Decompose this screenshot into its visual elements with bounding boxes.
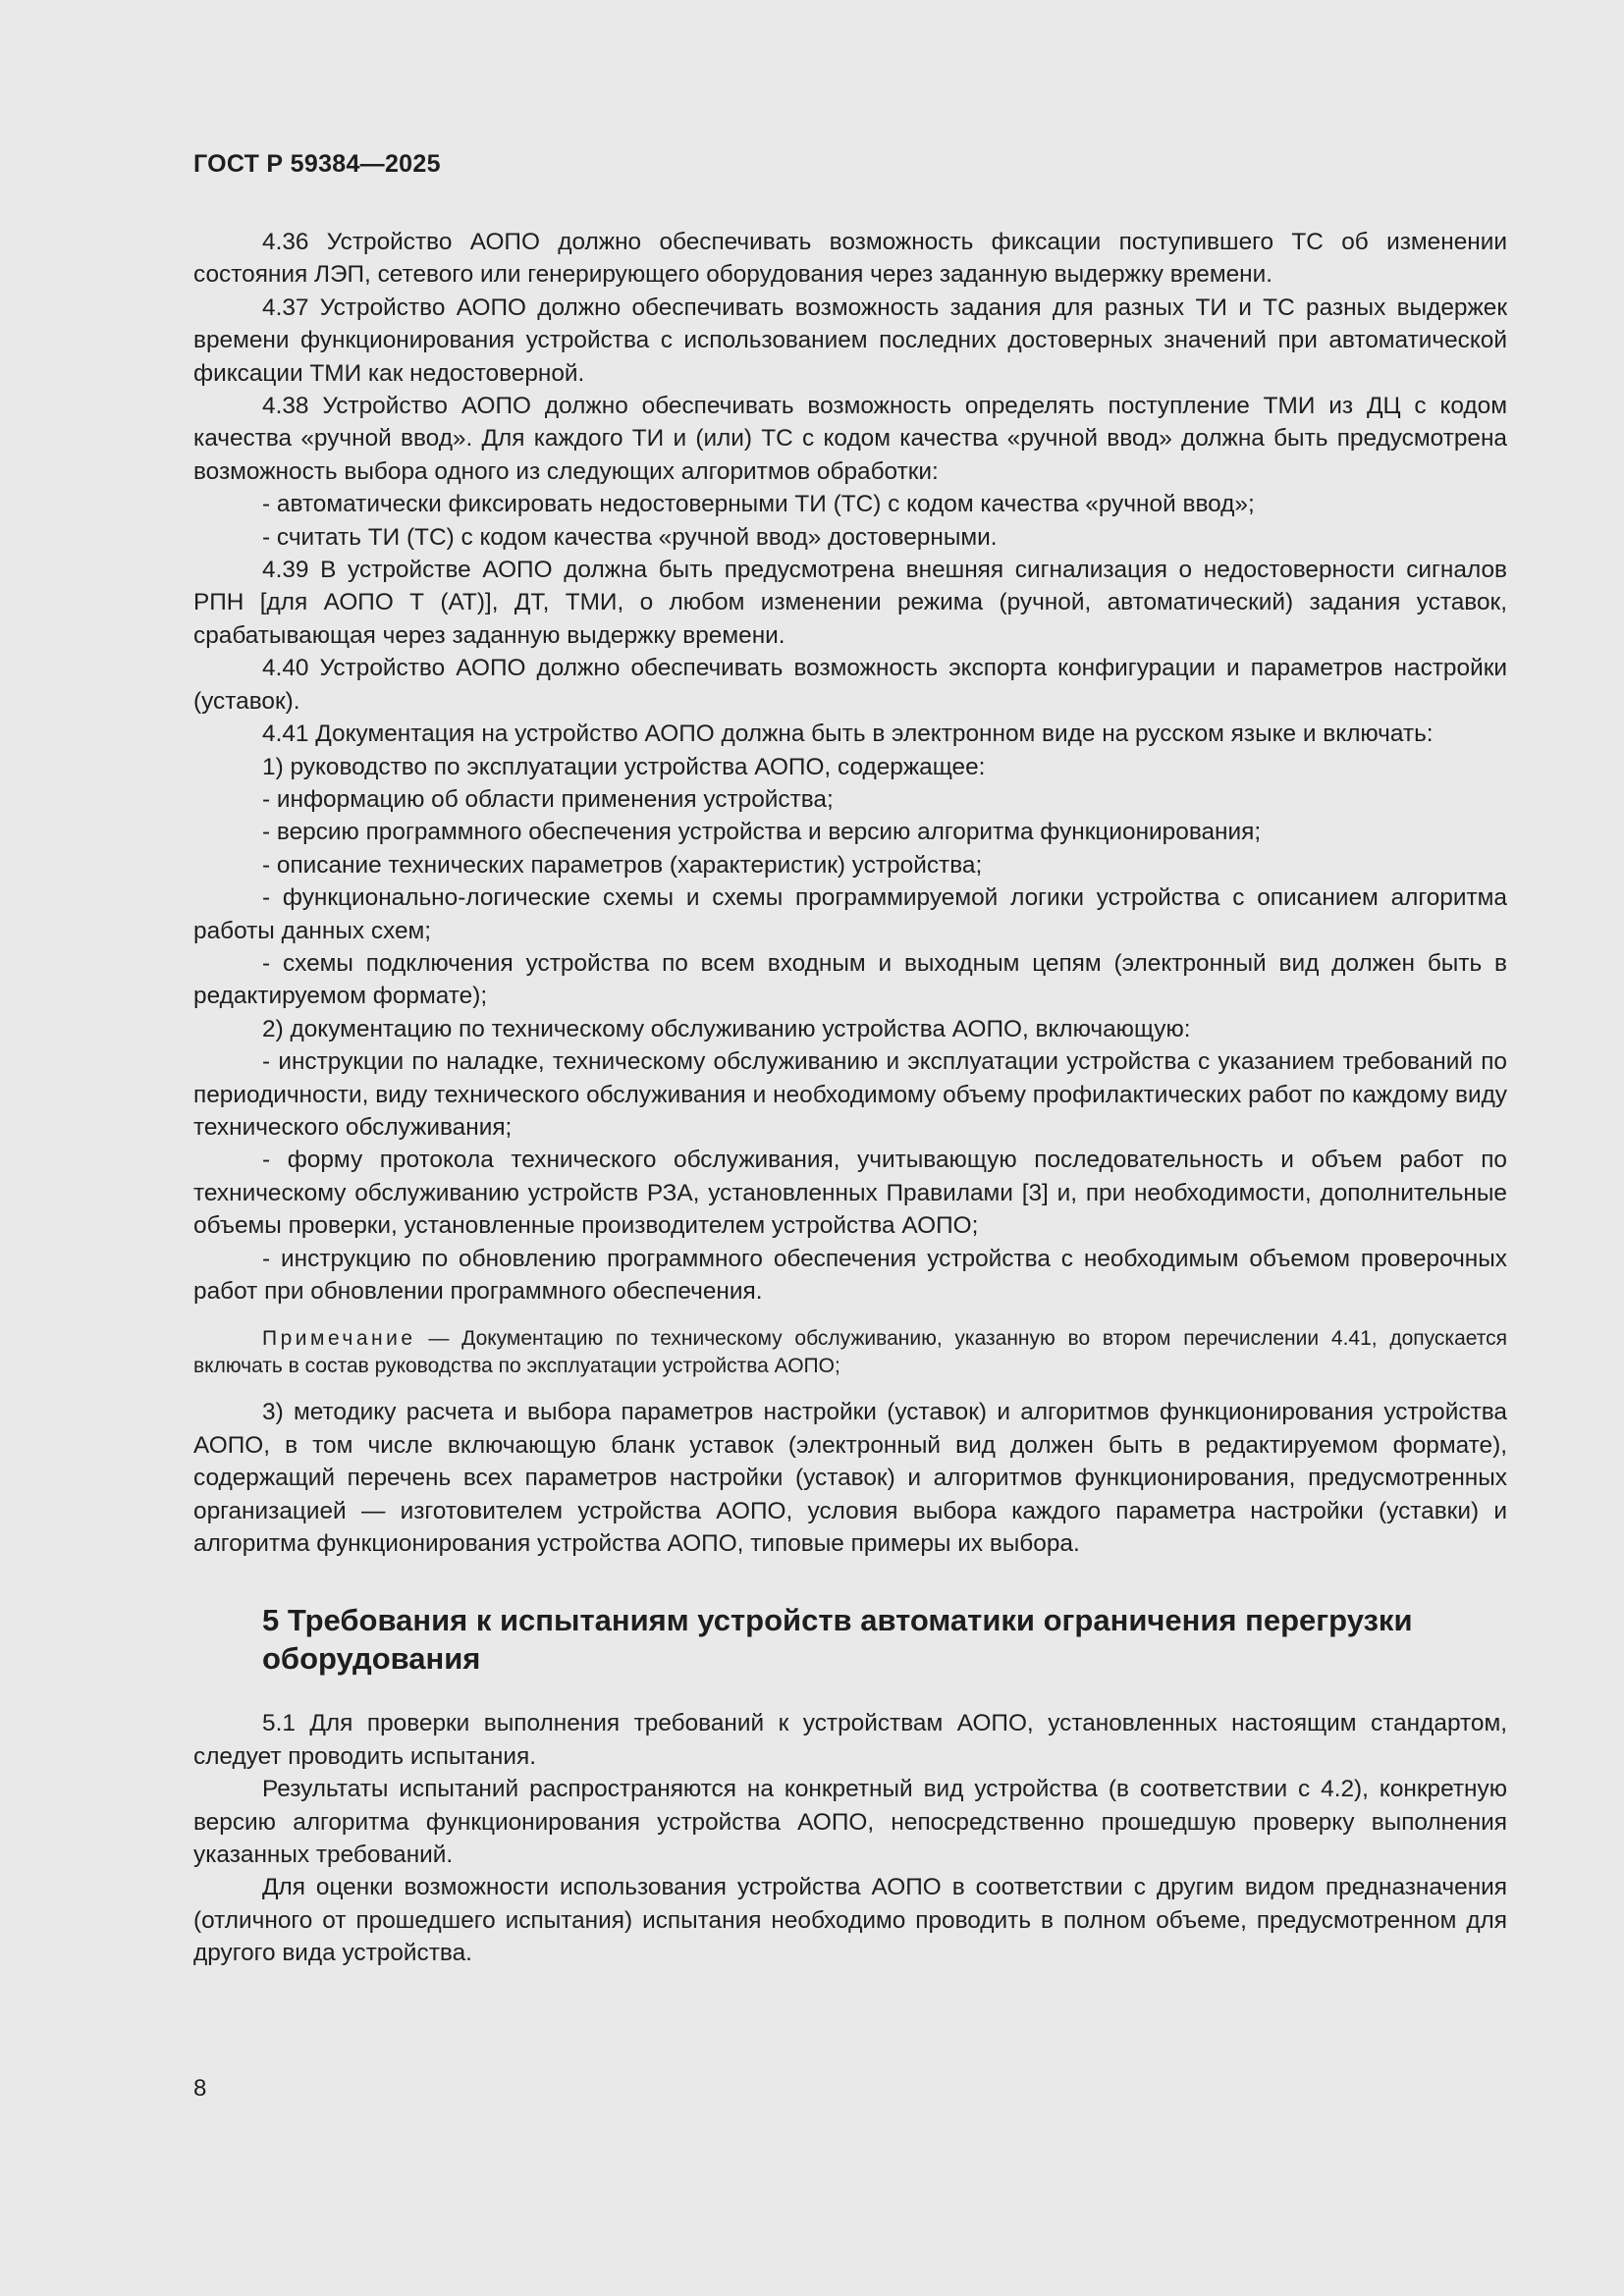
clause-4-39: 4.39 В устройстве АОПО должна быть предусмотрена внешняя сигнализация о недостоверности сигналов РПН [для АОПО Т (АТ)], ДТ, ТМИ, о любом изменении режима (ручной, автоматический) задания уставок, срабатывающая через заданную выдержку времени.	[193, 557, 1507, 649]
clause-4-41: 4.41 Документация на устройство АОПО должна быть в электронном виде на русском языке и включать:	[262, 721, 1434, 748]
list-item: - форму протокола технического обслуживания, учитывающую последовательность и объем работ по техническому обслуживанию устройств РЗА, установленных Правилами [3] и, при необходимости, дополнительные объемы проверки, установленные производителем устройства АОПО;	[193, 1147, 1507, 1240]
document-body	[193, 226, 1507, 1970]
list-item: - считать ТИ (ТС) с кодом качества «ручной ввод» достоверными.	[262, 523, 998, 551]
list-item: - информацию об области применения устройства;	[262, 785, 834, 813]
clause-4-37: 4.37 Устройство АОПО должно обеспечивать возможность задания для разных ТИ и ТС разных выдержек времени функционирования устройства с использованием последних достоверных значений при автоматической фиксации ТМИ как недостоверной.	[193, 294, 1507, 387]
document-code-header: ГОСТ Р 59384—2025	[193, 150, 441, 178]
enum-item-2: 2) документацию по техническому обслуживанию устройства АОПО, включающую:	[262, 1015, 1191, 1042]
section-5-paragraph: Для оценки возможности использования устройства АОПО в соответствии с другим видом предназначения (отличного от прошедшего испытания) испытания необходимо проводить в полном объеме, предусмотренном для другого вида устройства.	[193, 1874, 1507, 1967]
list-item: - инструкции по наладке, техническому обслуживанию и эксплуатации устройства с указанием требований по периодичности, виду технического обслуживания и необходимому объему профилактических работ по каждому виду технического обслуживания;	[193, 1048, 1507, 1141]
list-item: - схемы подключения устройства по всем входным и выходным цепям (электронный вид должен быть в редактируемом формате);	[193, 949, 1507, 1010]
clause-5-1: 5.1 Для проверки выполнения требований к устройствам АОПО, установленных настоящим стандартом, следует проводить испытания.	[193, 1710, 1507, 1770]
clause-4-38: 4.38 Устройство АОПО должно обеспечивать возможность определять поступление ТМИ из ДЦ с кодом качества «ручной ввод». Для каждого ТИ и (или) ТС с кодом качества «ручной ввод» должна быть предусмотрена возможность выбора одного из следующих алгоритмов обработки:	[193, 393, 1507, 485]
clause-4-40: 4.40 Устройство АОПО должно обеспечивать возможность экспорта конфигурации и параметров настройки (уставок).	[193, 655, 1507, 715]
list-item: - инструкцию по обновлению программного обеспечения устройства с необходимым объемом проверочных работ при обновлении программного обеспечения.	[193, 1245, 1507, 1305]
list-item: - функционально-логические схемы и схемы программируемой логики устройства с описанием алгоритма работы данных схем;	[193, 884, 1507, 944]
note-text: — Документацию по техническому обслуживанию, указанную во втором перечислении 4.41, допускается включать в состав руководства по эксплуатации устройства АОПО;	[193, 1327, 1507, 1378]
page-number: 8	[193, 2075, 207, 2102]
enum-item-1: 1) руководство по эксплуатации устройства АОПО, содержащее:	[262, 753, 986, 780]
note-label: Примечание	[262, 1327, 416, 1351]
list-item: - автоматически фиксировать недостоверными ТИ (ТС) с кодом качества «ручной ввод»;	[262, 491, 1255, 518]
section-5-title: 5 Требования к испытаниям устройств автоматики ограничения перегрузки оборудования	[262, 1603, 1413, 1677]
note	[193, 1325, 1507, 1380]
list-item: - версию программного обеспечения устройства и версию алгоритма функционирования;	[262, 819, 1262, 846]
enum-item-3: 3) методику расчета и выбора параметров настройки (уставок) и алгоритмов функционирования устройства АОПО, в том числе включающую бланк уставок (электронный вид должен быть в редактируемом формате), содержащий перечень всех параметров настройки (уставок) и алгоритмов функционирования, предусмотренных организацией — изготовителем устройства АОПО, условия выбора каждого параметра настройки (уставки) и алгоритма функционирования устройства АОПО, типовые примеры их выбора.	[193, 1399, 1507, 1558]
list-item: - описание технических параметров (характеристик) устройства;	[262, 851, 983, 879]
section-5-paragraph: Результаты испытаний распространяются на конкретный вид устройства (в соответствии с 4.2), конкретную версию алгоритма функционирования устройства АОПО, непосредственно прошедшую проверку выполнения указанных требований.	[193, 1776, 1507, 1869]
clause-4-36: 4.36 Устройство АОПО должно обеспечивать возможность фиксации поступившего ТС об изменении состояния ЛЭП, сетевого или генерирующего оборудования через заданную выдержку времени.	[193, 229, 1507, 289]
